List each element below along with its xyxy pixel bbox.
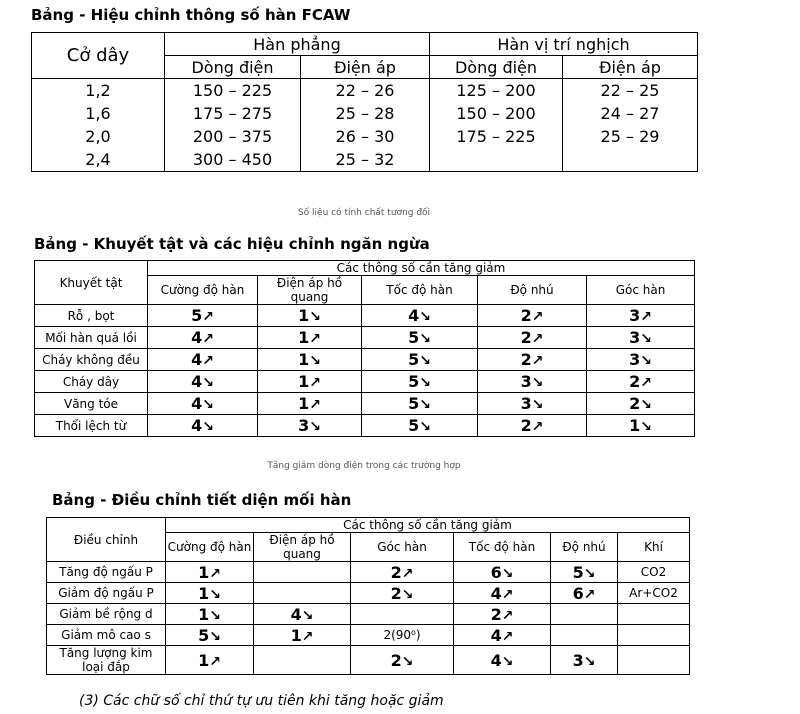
decrease-arrow-icon: ↘: [301, 607, 314, 624]
table-row: [35, 305, 695, 327]
table-cell: 1,2: [32, 79, 165, 103]
table-cell: [166, 625, 254, 646]
decrease-arrow-icon: ↘: [309, 309, 321, 325]
decrease-arrow-icon: ↘: [531, 375, 544, 391]
priority-number: 5: [408, 394, 420, 413]
table-cell: [587, 371, 695, 393]
priority-number: 2: [520, 416, 532, 435]
priority-number: 1: [629, 416, 641, 435]
table-row: [35, 371, 695, 393]
decrease-arrow-icon: ↘: [501, 565, 514, 582]
table-cell: [362, 327, 478, 349]
table-cell: [362, 305, 478, 327]
priority-number: 3: [520, 394, 532, 413]
priority-number: 3: [629, 350, 641, 369]
increase-arrow-icon: ↗: [202, 353, 214, 369]
table-cell: [563, 148, 698, 172]
decrease-arrow-icon: ↘: [209, 628, 221, 645]
priority-number: 1: [298, 306, 310, 325]
increase-arrow-icon: ↗: [531, 353, 544, 369]
table-cell: [258, 371, 362, 393]
priority-number: 5: [191, 306, 203, 325]
priority-number: CO2: [640, 565, 667, 579]
group-vertical-welding: Hàn vị trí nghịch: [430, 33, 698, 56]
row-label: Giảm độ ngấu P: [47, 583, 166, 604]
row-label: Mối hàn quá lồi: [35, 327, 148, 349]
table-cell: 2,0: [32, 125, 165, 148]
col-gas: Khí: [618, 533, 690, 562]
table-cell: [258, 327, 362, 349]
priority-number: 3: [520, 372, 532, 391]
decrease-arrow-icon: ↘: [583, 653, 596, 670]
increase-arrow-icon: ↗: [209, 565, 221, 582]
priority-number: 3: [298, 416, 310, 435]
table-cell: [148, 327, 258, 349]
table-cell: [148, 305, 258, 327]
table-cell: [618, 583, 690, 604]
table-cell: 24 – 27: [563, 102, 698, 125]
table-cell: [258, 415, 362, 437]
row-label: Rỗ , bọt: [35, 305, 148, 327]
table-cell: [551, 646, 618, 675]
table1-title: Bảng - Hiệu chỉnh thông số hàn FCAW: [31, 6, 351, 24]
priority-number: 5: [408, 416, 420, 435]
table-cell: [254, 583, 351, 604]
increase-arrow-icon: ↗: [309, 331, 321, 347]
table-cell: [258, 349, 362, 371]
table-cell: 175 – 275: [165, 102, 301, 125]
col-defect: Khuyết tật: [35, 261, 148, 305]
priority-number: 4: [191, 350, 203, 369]
decrease-arrow-icon: ↘: [640, 397, 652, 413]
col-flat-current: Dòng điện: [165, 56, 301, 79]
col-torch-angle: Góc hàn: [351, 533, 454, 562]
col-vertical-current: Dòng điện: [430, 56, 563, 79]
table-cell: [362, 371, 478, 393]
row-label: Thổi lệch từ: [35, 415, 148, 437]
priority-number: 5: [572, 562, 584, 582]
table-cell: 150 – 200: [430, 102, 563, 125]
decrease-arrow-icon: ↘: [419, 353, 431, 369]
decrease-arrow-icon: ↘: [640, 419, 652, 435]
table-row: [35, 415, 695, 437]
priority-number: 3: [629, 328, 641, 347]
table-row: [32, 79, 698, 103]
table-cell: 150 – 225: [165, 79, 301, 103]
col-vertical-voltage: Điện áp: [563, 56, 698, 79]
table-cell: 2,4: [32, 148, 165, 172]
table-cell: [254, 625, 351, 646]
table-row: [32, 125, 698, 148]
table-cell: [430, 148, 563, 172]
increase-arrow-icon: ↗: [309, 397, 321, 413]
decrease-arrow-icon: ↘: [419, 309, 431, 325]
table-row: [47, 625, 690, 646]
increase-arrow-icon: ↗: [209, 653, 221, 670]
col-travel-speed: Tốc độ hàn: [454, 533, 551, 562]
table-cell: [551, 562, 618, 583]
table-row: [35, 349, 695, 371]
col-torch-angle: Góc hàn: [587, 276, 695, 305]
decrease-arrow-icon: ↘: [209, 607, 221, 624]
increase-arrow-icon: ↗: [531, 331, 544, 347]
table-cell: [351, 604, 454, 625]
table2-note: Tăng giảm dòng điện trong các trường hợp: [267, 461, 461, 471]
priority-number: 4: [490, 583, 502, 603]
increase-arrow-icon: ↗: [501, 628, 514, 645]
priority-number: 5: [198, 625, 210, 645]
col-current-intensity: Cường độ hàn: [166, 533, 254, 562]
col-arc-voltage: Điện áp hồ quang: [254, 533, 351, 562]
col-adjustment: Điều chỉnh: [47, 518, 166, 562]
table2-title: Bảng - Khuyết tật và các hiệu chỉnh ngăn ngừa: [34, 235, 430, 253]
table-cell: 22 – 26: [301, 79, 430, 103]
priority-number: 2: [390, 583, 402, 603]
row-label: Cháy dây: [35, 371, 148, 393]
table-cell: 300 – 450: [165, 148, 301, 172]
table-cell: [618, 562, 690, 583]
decrease-arrow-icon: ↘: [419, 397, 431, 413]
table-cell: [148, 371, 258, 393]
table-cell: [351, 646, 454, 675]
table-cell: [618, 604, 690, 625]
decrease-arrow-icon: ↘: [419, 375, 431, 391]
decrease-arrow-icon: ↘: [531, 397, 544, 413]
priority-number: 5: [408, 372, 420, 391]
priority-number: 1: [198, 604, 210, 624]
decrease-arrow-icon: ↘: [209, 586, 221, 603]
priority-number: 3: [572, 650, 584, 670]
priority-number: 4: [191, 394, 203, 413]
priority-number: 2: [490, 604, 502, 624]
table-cell: 25 – 32: [301, 148, 430, 172]
table-cell: [166, 583, 254, 604]
priority-number: 1: [298, 350, 310, 369]
increase-arrow-icon: ↗: [640, 309, 652, 325]
table-cell: 175 – 225: [430, 125, 563, 148]
table-cell: [587, 349, 695, 371]
priority-number: Ar+CO2: [629, 586, 678, 600]
table-cell: [587, 415, 695, 437]
table-cell: [351, 583, 454, 604]
priority-number: 2: [629, 394, 641, 413]
table-cell: 1,6: [32, 102, 165, 125]
decrease-arrow-icon: ↘: [640, 331, 652, 347]
increase-arrow-icon: ↗: [583, 586, 596, 603]
table-cell: [551, 604, 618, 625]
table-cell: [587, 305, 695, 327]
increase-arrow-icon: ↗: [531, 309, 544, 325]
table-cell: [551, 625, 618, 646]
priority-number: 1: [198, 562, 210, 582]
table-cell: [258, 305, 362, 327]
table-cell: 200 – 375: [165, 125, 301, 148]
priority-number: 3: [629, 306, 641, 325]
priority-number: 2: [520, 306, 532, 325]
table-row: [35, 327, 695, 349]
priority-number: 2: [520, 350, 532, 369]
defects-table: [34, 260, 695, 437]
table-row: [47, 583, 690, 604]
table-cell: [478, 349, 587, 371]
table-cell: [362, 393, 478, 415]
table-cell: [454, 625, 551, 646]
table-row: [47, 604, 690, 625]
col-current-intensity: Cường độ hàn: [148, 276, 258, 305]
priority-number: 1: [198, 583, 210, 603]
table-cell: [148, 349, 258, 371]
col-arc-voltage: Điện áp hồ quang: [258, 276, 362, 305]
table-cell: [148, 393, 258, 415]
table-cell: [454, 604, 551, 625]
col-stickout: Độ nhú: [478, 276, 587, 305]
priority-number: 4: [191, 416, 203, 435]
table-cell: [587, 393, 695, 415]
table-cell: [454, 646, 551, 675]
fcaw-parameter-table: [31, 32, 698, 172]
priority-number: 6: [572, 583, 584, 603]
table-cell: 125 – 200: [430, 79, 563, 103]
col-stickout: Độ nhú: [551, 533, 618, 562]
decrease-arrow-icon: ↘: [419, 419, 431, 435]
row-label: Giảm mô cao s: [47, 625, 166, 646]
priority-number: 2(90⁰): [383, 628, 421, 642]
row-label: Văng tóe: [35, 393, 148, 415]
group-parameters: Các thông số cần tăng giảm: [148, 261, 695, 276]
priority-number: 1: [298, 394, 310, 413]
decrease-arrow-icon: ↘: [501, 653, 514, 670]
decrease-arrow-icon: ↘: [419, 331, 431, 347]
table-cell: [618, 625, 690, 646]
table-cell: [478, 305, 587, 327]
table-cell: [478, 415, 587, 437]
table-cell: [587, 327, 695, 349]
table-cell: [618, 646, 690, 675]
table-cell: 25 – 28: [301, 102, 430, 125]
priority-number: 4: [408, 306, 420, 325]
priority-number: 4: [191, 328, 203, 347]
decrease-arrow-icon: ↘: [583, 565, 596, 582]
increase-arrow-icon: ↗: [640, 375, 652, 391]
table-cell: [351, 625, 454, 646]
row-label: Tăng độ ngấu P: [47, 562, 166, 583]
footnote: (3) Các chữ số chỉ thứ tự ưu tiên khi tăng hoặc giảm: [79, 693, 444, 709]
row-label: Tăng lượng kim loại đắp: [47, 646, 166, 675]
decrease-arrow-icon: ↘: [309, 419, 321, 435]
priority-number: 4: [191, 372, 203, 391]
priority-number: 4: [490, 625, 502, 645]
table-cell: [478, 371, 587, 393]
col-flat-voltage: Điện áp: [301, 56, 430, 79]
table-cell: [166, 646, 254, 675]
decrease-arrow-icon: ↘: [401, 586, 414, 603]
increase-arrow-icon: ↗: [202, 309, 214, 325]
col-travel-speed: Tốc độ hàn: [362, 276, 478, 305]
increase-arrow-icon: ↗: [401, 565, 414, 582]
table-cell: [551, 583, 618, 604]
table-cell: 26 – 30: [301, 125, 430, 148]
priority-number: 4: [490, 650, 502, 670]
priority-number: 1: [290, 625, 302, 645]
table1-note: Số liệu có tính chất tương đối: [297, 208, 431, 218]
table-cell: [351, 562, 454, 583]
table-cell: [148, 415, 258, 437]
priority-number: 2: [390, 650, 402, 670]
table-cell: [454, 562, 551, 583]
table-cell: [362, 415, 478, 437]
table-cell: [454, 583, 551, 604]
table-cell: 22 – 25: [563, 79, 698, 103]
increase-arrow-icon: ↗: [501, 607, 514, 624]
increase-arrow-icon: ↗: [301, 628, 314, 645]
decrease-arrow-icon: ↘: [202, 419, 214, 435]
priority-number: 1: [298, 372, 310, 391]
table-cell: [478, 327, 587, 349]
table-cell: [254, 646, 351, 675]
table-row: [35, 393, 695, 415]
row-label: Giảm bề rộng d: [47, 604, 166, 625]
priority-number: 1: [198, 650, 210, 670]
increase-arrow-icon: ↗: [531, 419, 544, 435]
row-label: Cháy không đều: [35, 349, 148, 371]
priority-number: 6: [490, 562, 502, 582]
priority-number: 2: [520, 328, 532, 347]
col-wire-size: Cở dây: [32, 33, 165, 79]
table-cell: [166, 604, 254, 625]
decrease-arrow-icon: ↘: [401, 653, 414, 670]
table-row: [47, 562, 690, 583]
increase-arrow-icon: ↗: [309, 375, 321, 391]
table-cell: [254, 604, 351, 625]
weld-section-table: [46, 517, 690, 675]
increase-arrow-icon: ↗: [501, 586, 514, 603]
priority-number: 4: [290, 604, 302, 624]
table-cell: [258, 393, 362, 415]
table-cell: [254, 562, 351, 583]
table-cell: [166, 562, 254, 583]
decrease-arrow-icon: ↘: [202, 397, 214, 413]
priority-number: 5: [408, 328, 420, 347]
increase-arrow-icon: ↗: [202, 331, 214, 347]
table3-title: Bảng - Điều chỉnh tiết diện mối hàn: [52, 491, 352, 509]
table-cell: [362, 349, 478, 371]
decrease-arrow-icon: ↘: [309, 353, 321, 369]
table-cell: 25 – 29: [563, 125, 698, 148]
decrease-arrow-icon: ↘: [640, 353, 652, 369]
decrease-arrow-icon: ↘: [202, 375, 214, 391]
priority-number: 5: [408, 350, 420, 369]
table-row: [47, 646, 690, 675]
table-row: [32, 148, 698, 172]
priority-number: 2: [629, 372, 641, 391]
table-cell: [478, 393, 587, 415]
priority-number: 1: [298, 328, 310, 347]
priority-number: 2: [390, 562, 402, 582]
group-flat-welding: Hàn phẳng: [165, 33, 430, 56]
group-parameters: Các thông số cần tăng giảm: [166, 518, 690, 533]
table-row: [32, 102, 698, 125]
